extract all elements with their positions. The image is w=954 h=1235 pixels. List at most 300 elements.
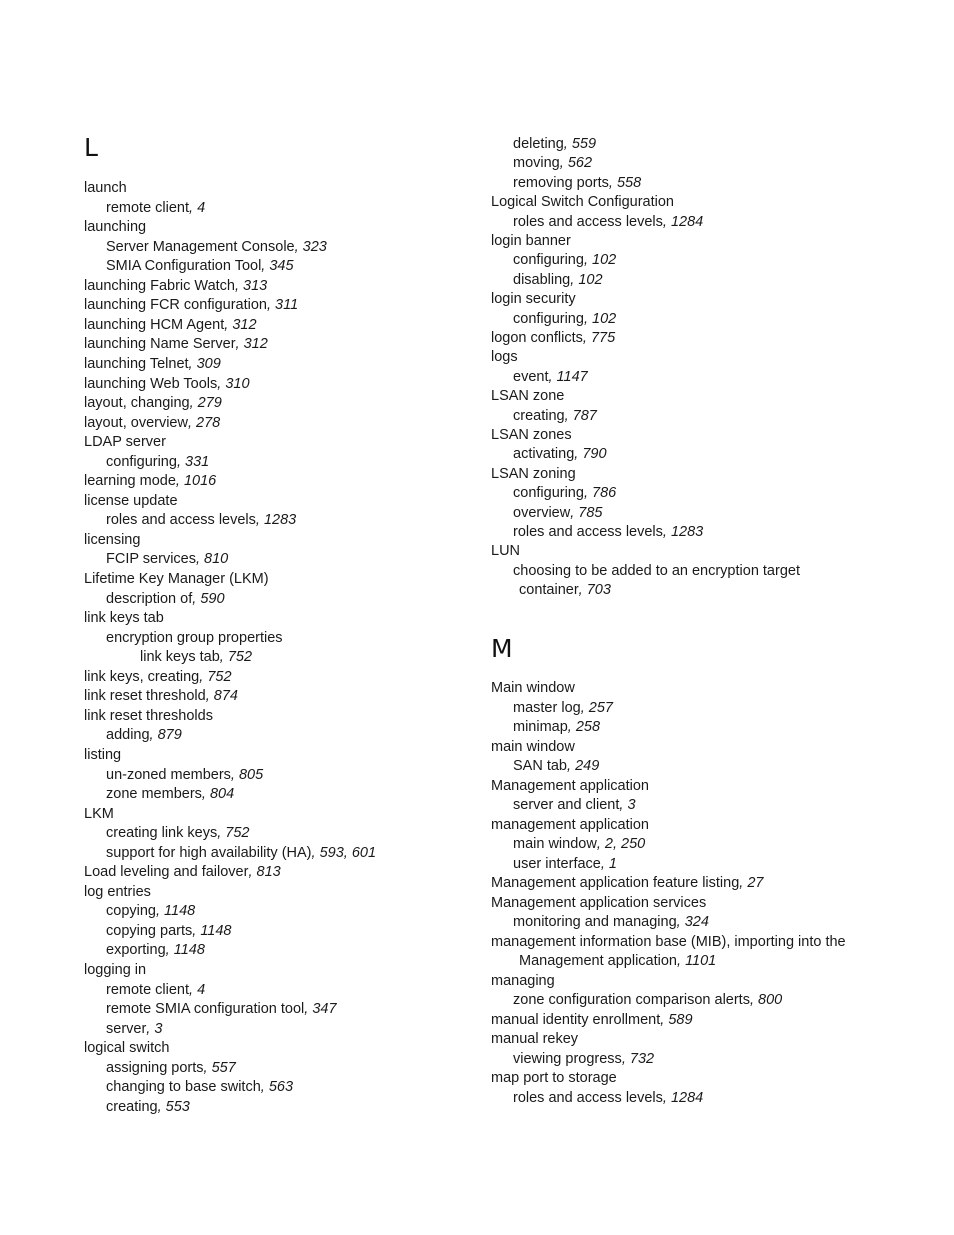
index-entry-term: SMIA Configuration Tool	[106, 258, 262, 275]
index-entry	[513, 445, 607, 463]
index-entry-term: viewing progress	[513, 1050, 622, 1067]
index-entry-page-ref: 790	[582, 446, 607, 463]
index-entry-page-ref: 558	[616, 174, 642, 191]
index-entry-page-ref: 874	[213, 688, 238, 705]
index-entry	[84, 883, 151, 901]
index-entry-term: Server Management Console	[106, 238, 295, 255]
index-entry-term: creating link keys	[106, 825, 218, 842]
index-entry	[513, 504, 602, 522]
index-entry-term: Management application feature listing	[491, 875, 740, 892]
page-separator: ,	[662, 213, 671, 230]
index-entry-page-ref: 324	[684, 914, 709, 931]
index-entry-page-ref: 249	[575, 758, 600, 775]
index-entry-term: map port to storage	[491, 1070, 617, 1087]
page-separator: ,	[578, 582, 587, 599]
index-entry-term: launching HCM Agent	[84, 316, 225, 333]
index-entry-page-ref: 27	[747, 875, 764, 892]
index-entry	[513, 796, 636, 814]
index-entry-term: master log	[513, 699, 581, 716]
page-separator: ,	[294, 238, 303, 255]
index-entry-term: activating	[513, 446, 575, 463]
index-entry-term: configuring	[513, 252, 584, 269]
page-separator: ,	[567, 719, 576, 736]
index-entry-term: log entries	[84, 883, 151, 900]
index-entry	[84, 355, 221, 373]
index-entry-term: disabling	[513, 271, 571, 288]
index-entry-term: remote client	[106, 981, 190, 998]
page-separator: ,	[567, 758, 576, 775]
index-entry-page-ref: 879	[157, 727, 182, 744]
index-entry-term: Management application	[519, 953, 677, 970]
index-entry	[106, 824, 249, 842]
index-entry-page-ref: 3	[627, 797, 636, 814]
page-separator: ,	[255, 512, 264, 529]
index-entry-term: listing	[84, 746, 122, 763]
index-entry	[513, 1050, 654, 1068]
index-entry-term: Load leveling and failover	[84, 864, 249, 881]
index-entry-term: remote SMIA configuration tool	[106, 1001, 305, 1018]
index-entry	[491, 777, 649, 795]
index-entry	[84, 707, 213, 725]
page-separator: ,	[608, 174, 617, 191]
index-entry-term: creating	[106, 1098, 158, 1115]
index-entry-page-ref: 703	[586, 582, 611, 599]
index-entry-term: logging in	[84, 962, 147, 978]
index-entry-term: overview	[513, 504, 571, 521]
index-entry	[106, 766, 263, 784]
index-entry	[491, 1011, 693, 1029]
index-entry-term: LDAP server	[84, 434, 166, 451]
index-entry-page-ref: 102	[592, 252, 617, 269]
index-entry	[519, 952, 716, 970]
index-entry	[84, 394, 222, 412]
index-entry	[513, 718, 600, 736]
index-entry	[513, 991, 782, 1009]
index-entry-term: encryption group properties	[106, 629, 283, 646]
index-entry-term: layout, changing	[84, 395, 190, 412]
page-separator: ,	[149, 727, 158, 744]
page-separator: ,	[662, 524, 671, 540]
index-entry	[491, 874, 763, 892]
index-entry	[491, 232, 571, 250]
page-separator: ,	[195, 551, 205, 568]
index-entry	[84, 1039, 169, 1057]
page-separator: ,	[175, 473, 184, 490]
index-entry-page-ref: 279	[197, 395, 222, 412]
page-separator: ,	[676, 914, 685, 931]
index-entry-term: roles and access levels	[106, 512, 256, 529]
index-entry-page-ref: 590	[200, 590, 225, 607]
index-entry	[106, 199, 205, 217]
index-entry-page-ref: 309	[196, 355, 221, 372]
index-entry-term: description of	[106, 590, 193, 607]
index-entry	[84, 492, 178, 510]
index-entry-page-ref: 1148	[164, 903, 196, 920]
index-entry	[106, 844, 376, 862]
index-entry-page-ref: 1284	[670, 213, 704, 230]
index-entry-term: FCIP services	[106, 551, 196, 568]
index-entry-page-ref: 562	[567, 155, 593, 172]
index-entry-term: main window	[491, 738, 575, 755]
index-entry-term: manual identity enrollment	[491, 1011, 661, 1028]
index-entry-page-ref: 752	[225, 825, 250, 842]
index-entry	[106, 941, 205, 959]
page-separator: ,	[311, 844, 320, 861]
page-separator: ,	[189, 199, 198, 216]
index-entry-term: layout, overview	[84, 414, 188, 431]
index-entry	[106, 1000, 337, 1018]
index-entry-page-ref: 102	[592, 310, 617, 327]
page-separator: ,	[192, 922, 201, 939]
page-separator: ,	[155, 903, 165, 920]
index-entry	[513, 407, 597, 425]
index-entry	[491, 426, 572, 444]
index-entry-page-ref: 1283	[670, 524, 704, 540]
index-entry-term: event	[513, 368, 549, 385]
page-separator: ,	[583, 252, 592, 269]
page-separator: ,	[248, 864, 257, 881]
index-entry-term: deleting	[513, 136, 564, 152]
index-entry-term: exporting	[106, 942, 166, 959]
index-entry-term: logical switch	[84, 1040, 170, 1057]
index-entry	[491, 290, 576, 308]
index-entry	[491, 933, 846, 951]
index-entry-term: manual rekey	[491, 1031, 579, 1048]
index-entry-term: Management application services	[491, 894, 707, 911]
page-separator: ,	[563, 136, 572, 152]
page-separator: ,	[582, 330, 591, 346]
page-separator: ,	[235, 336, 244, 353]
index-entry	[513, 135, 596, 153]
index-entry-term: LSAN zone	[491, 388, 565, 405]
page-separator: ,	[583, 310, 592, 327]
index-entry-term: managing	[491, 972, 555, 989]
index-entry	[106, 922, 232, 940]
index-entry	[513, 484, 616, 502]
index-entry	[513, 699, 613, 717]
index-entry-term: creating	[513, 407, 565, 424]
index-entry	[106, 453, 209, 471]
index-entry	[106, 726, 182, 744]
index-entry-term: user interface	[513, 855, 601, 872]
index-entry-term: container	[519, 582, 579, 599]
page-separator: ,	[739, 875, 748, 892]
index-entry-term: configuring	[513, 485, 584, 502]
index-entry	[513, 855, 617, 873]
index-entry-page-ref: 559	[571, 136, 597, 152]
index-entry	[513, 213, 703, 231]
index-entry-term: login banner	[491, 233, 571, 249]
index-entry	[84, 316, 257, 334]
page-separator: ,	[217, 825, 226, 842]
index-entry-term: removing ports	[513, 174, 609, 191]
index-entry-page-ref: 787	[572, 407, 597, 424]
index-entry-page-ref: 785	[578, 504, 603, 521]
index-entry-page-ref: 312	[232, 316, 257, 333]
index-entry-term: choosing to be added to an encryption target	[513, 562, 800, 579]
index-entry	[84, 609, 164, 627]
index-entry-page-ref: 786	[592, 485, 617, 502]
index-entry-page-ref: 775	[590, 330, 616, 346]
index-entry	[491, 894, 706, 912]
index-entry-page-ref: 345	[269, 258, 294, 275]
index-entry-term: configuring	[513, 310, 584, 327]
index-entry-term: support for high availability (HA)	[106, 844, 312, 861]
page-separator: ,	[217, 375, 226, 392]
index-entry-term: license update	[84, 492, 178, 509]
index-entry	[84, 218, 146, 236]
index-entry	[84, 668, 232, 686]
index-entry-term: Lifetime Key Manager (LKM)	[84, 571, 269, 587]
index-entry-term: link reset thresholds	[84, 707, 213, 724]
section-heading-m: M	[491, 634, 513, 663]
page-separator: ,	[165, 942, 174, 959]
index-entry-term: changing to base switch	[106, 1079, 261, 1096]
index-entry	[106, 1059, 236, 1077]
index-entry	[84, 296, 298, 314]
index-entry	[106, 238, 327, 256]
index-entry-page-ref: 1147	[556, 368, 588, 385]
index-entry	[106, 550, 228, 568]
index-entry-term: moving	[513, 155, 560, 172]
index-entry-page-ref: 323	[302, 238, 327, 255]
index-entry-term: link keys, creating	[84, 668, 200, 685]
index-entry-page-ref: 589	[668, 1011, 693, 1028]
index-entry-term: remote client	[106, 199, 190, 216]
index-entry-term: LKM	[84, 805, 114, 822]
index-entry-term: link keys tab	[84, 610, 164, 627]
index-entry	[491, 738, 575, 756]
page-separator: ,	[199, 668, 208, 685]
index-entry	[84, 687, 238, 705]
index-entry	[491, 1069, 617, 1087]
page-separator: ,	[188, 355, 197, 372]
index-entry-term: roles and access levels	[513, 213, 663, 230]
index-entry	[513, 523, 703, 541]
index-entry-term: copying	[106, 903, 156, 920]
index-entry-page-ref: 331	[185, 453, 210, 470]
page-separator: ,	[266, 297, 276, 314]
page-separator: ,	[187, 414, 197, 431]
index-entry	[513, 562, 800, 580]
index-entry-page-ref: 257	[588, 699, 613, 716]
page-separator: ,	[619, 797, 628, 814]
index-entry-term: Logical Switch Configuration	[491, 194, 674, 211]
index-entry-page-ref: 4	[197, 981, 206, 998]
index-entry	[491, 679, 575, 697]
index-entry	[513, 368, 588, 386]
index-entry-page-ref: 258	[575, 719, 601, 736]
index-entry-page-ref: 313	[243, 277, 268, 294]
index-entry-term: assigning ports	[106, 1059, 204, 1076]
index-entry	[491, 816, 649, 834]
page-separator: ,	[201, 786, 210, 803]
index-entry-page-ref: 800	[758, 992, 783, 1009]
index-entry-term: login security	[491, 291, 576, 308]
index-entry-page-ref: 4	[197, 199, 206, 216]
page-separator: ,	[621, 1050, 630, 1067]
page-separator: ,	[192, 590, 201, 607]
index-entry	[106, 785, 234, 803]
index-entry-term: launching FCR configuration	[84, 297, 267, 314]
index-entry	[519, 581, 611, 599]
index-entry	[491, 348, 518, 366]
page-separator: ,	[548, 368, 557, 385]
page-separator: ,	[230, 766, 239, 783]
index-entry-page-ref: 804	[209, 786, 235, 803]
index-entry-page-ref: 310	[225, 375, 250, 392]
page-separator: ,	[205, 688, 214, 705]
index-entry-page-ref: 347	[312, 1001, 337, 1018]
index-entry	[106, 511, 296, 529]
index-entry-term: server	[106, 1020, 147, 1037]
index-entry	[84, 805, 114, 823]
index-entry	[106, 629, 283, 647]
page-separator: ,	[559, 155, 568, 172]
index-entry	[84, 414, 220, 432]
page-separator: ,	[570, 271, 579, 288]
index-entry	[491, 465, 576, 483]
index-entry-page-ref: 553	[165, 1098, 190, 1115]
index-entry-page-ref: 1148	[173, 942, 205, 959]
index-entry	[106, 257, 294, 275]
page-separator: ,	[189, 395, 198, 412]
page-separator: ,	[570, 504, 579, 521]
index-entry-term: un-zoned members	[106, 766, 231, 783]
index-entry-term: roles and access levels	[513, 524, 663, 540]
page-separator: ,	[677, 953, 686, 970]
page-separator: ,	[176, 453, 185, 470]
index-entry-term: licensing	[84, 531, 141, 548]
index-entry	[106, 902, 195, 920]
page-separator: ,	[146, 1020, 155, 1037]
index-entry-page-ref: 102	[578, 271, 603, 288]
page-separator: ,	[189, 981, 198, 998]
index-entry-page-ref: 312	[243, 336, 268, 353]
page-separator: ,	[580, 699, 589, 716]
index-entry	[513, 251, 616, 269]
index-entry	[513, 310, 616, 328]
page-separator: ,	[600, 855, 609, 872]
index-entry	[84, 863, 281, 881]
index-entry-term: Management application	[491, 777, 649, 794]
index-entry-term: management information base (MIB), importing into the	[491, 933, 846, 950]
index-entry-page-ref: 810	[204, 551, 229, 568]
index-entry-term: LUN	[491, 543, 521, 560]
index-entry-term: launching Fabric Watch	[84, 277, 235, 294]
index-entry-term: server and client	[513, 797, 620, 814]
index-entry-term: LSAN zones	[491, 427, 572, 443]
index-entry-page-ref: 1	[608, 855, 617, 872]
index-entry	[513, 174, 641, 192]
index-entry-page-ref: 1284	[670, 1089, 704, 1106]
index-entry-term: launch	[84, 180, 127, 196]
index-entry-page-ref: 805	[238, 766, 264, 783]
page-separator: ,	[660, 1011, 669, 1028]
index-entry-term: zone members	[106, 786, 202, 803]
index-entry	[513, 835, 645, 853]
index-entry	[84, 277, 267, 295]
index-entry	[84, 375, 250, 393]
page-separator: ,	[234, 277, 244, 294]
page-separator: ,	[596, 836, 605, 853]
index-entry-term: monitoring and managing	[513, 914, 677, 931]
page-separator: ,	[219, 649, 228, 666]
index-entry-page-ref: 1101	[685, 953, 717, 970]
index-entry-term: configuring	[106, 453, 177, 470]
index-entry	[491, 387, 564, 405]
index-entry	[491, 329, 615, 347]
index-entry-term: roles and access levels	[513, 1089, 663, 1106]
index-entry	[491, 1030, 578, 1048]
page-separator: ,	[564, 407, 573, 424]
index-entry-term: launching Web Tools	[84, 375, 218, 392]
page-separator: ,	[574, 446, 583, 463]
index-entry-term: management application	[491, 816, 649, 833]
index-entry-term: LSAN zoning	[491, 465, 576, 482]
index-entry	[513, 154, 592, 172]
index-entry	[106, 1020, 162, 1038]
page-separator: ,	[304, 1001, 313, 1018]
index-entry	[84, 433, 166, 451]
page-separator: ,	[157, 1098, 166, 1115]
index-entry	[491, 972, 555, 990]
index-entry	[513, 1089, 703, 1107]
index-entry-term: link keys tab	[140, 649, 220, 666]
index-entry-term: link reset threshold	[84, 688, 206, 705]
index-entry-page-ref: 278	[196, 414, 221, 431]
index-entry-page-ref: 1016	[183, 473, 217, 490]
index-entry-term: logs	[491, 349, 518, 366]
section-heading-l: L	[84, 133, 98, 162]
index-entry-term: launching Telnet	[84, 355, 189, 372]
index-entry-page-ref: 1283	[263, 512, 297, 529]
index-entry	[106, 981, 205, 999]
index-entry	[513, 913, 709, 931]
index-entry	[84, 570, 269, 588]
index-entry	[491, 193, 674, 211]
index-entry-term: launching Name Server	[84, 336, 236, 353]
index-entry	[84, 961, 146, 979]
index-entry	[84, 746, 121, 764]
index-entry-page-ref: 752	[227, 649, 253, 666]
index-entry-page-ref: 3	[154, 1020, 163, 1037]
index-entry-term: logon conflicts	[491, 330, 583, 346]
index-entry-term: main window	[513, 836, 597, 853]
page-separator: ,	[749, 992, 759, 1009]
page-separator: ,	[203, 1059, 212, 1076]
index-entry-term: Main window	[491, 680, 575, 696]
index-entry	[106, 1098, 190, 1116]
index-entry	[140, 648, 252, 666]
index-entry-term: launching	[84, 219, 147, 236]
index-entry-page-ref: 2, 250	[604, 836, 646, 853]
page-separator: ,	[583, 485, 592, 502]
index-entry-page-ref: 752	[207, 668, 232, 685]
index-entry	[84, 335, 268, 353]
index-entry	[513, 271, 603, 289]
index-entry-page-ref: 311	[275, 297, 299, 314]
index-entry-term: learning mode	[84, 473, 176, 490]
index-entry-page-ref: 1148	[200, 922, 232, 939]
index-entry	[106, 590, 225, 608]
index-entry	[513, 757, 599, 775]
index-entry-page-ref: 563	[268, 1079, 294, 1096]
page-separator: ,	[224, 316, 233, 333]
index-entry	[84, 531, 140, 549]
index-entry-term: SAN tab	[513, 758, 567, 775]
index-entry-term: minimap	[513, 719, 568, 736]
